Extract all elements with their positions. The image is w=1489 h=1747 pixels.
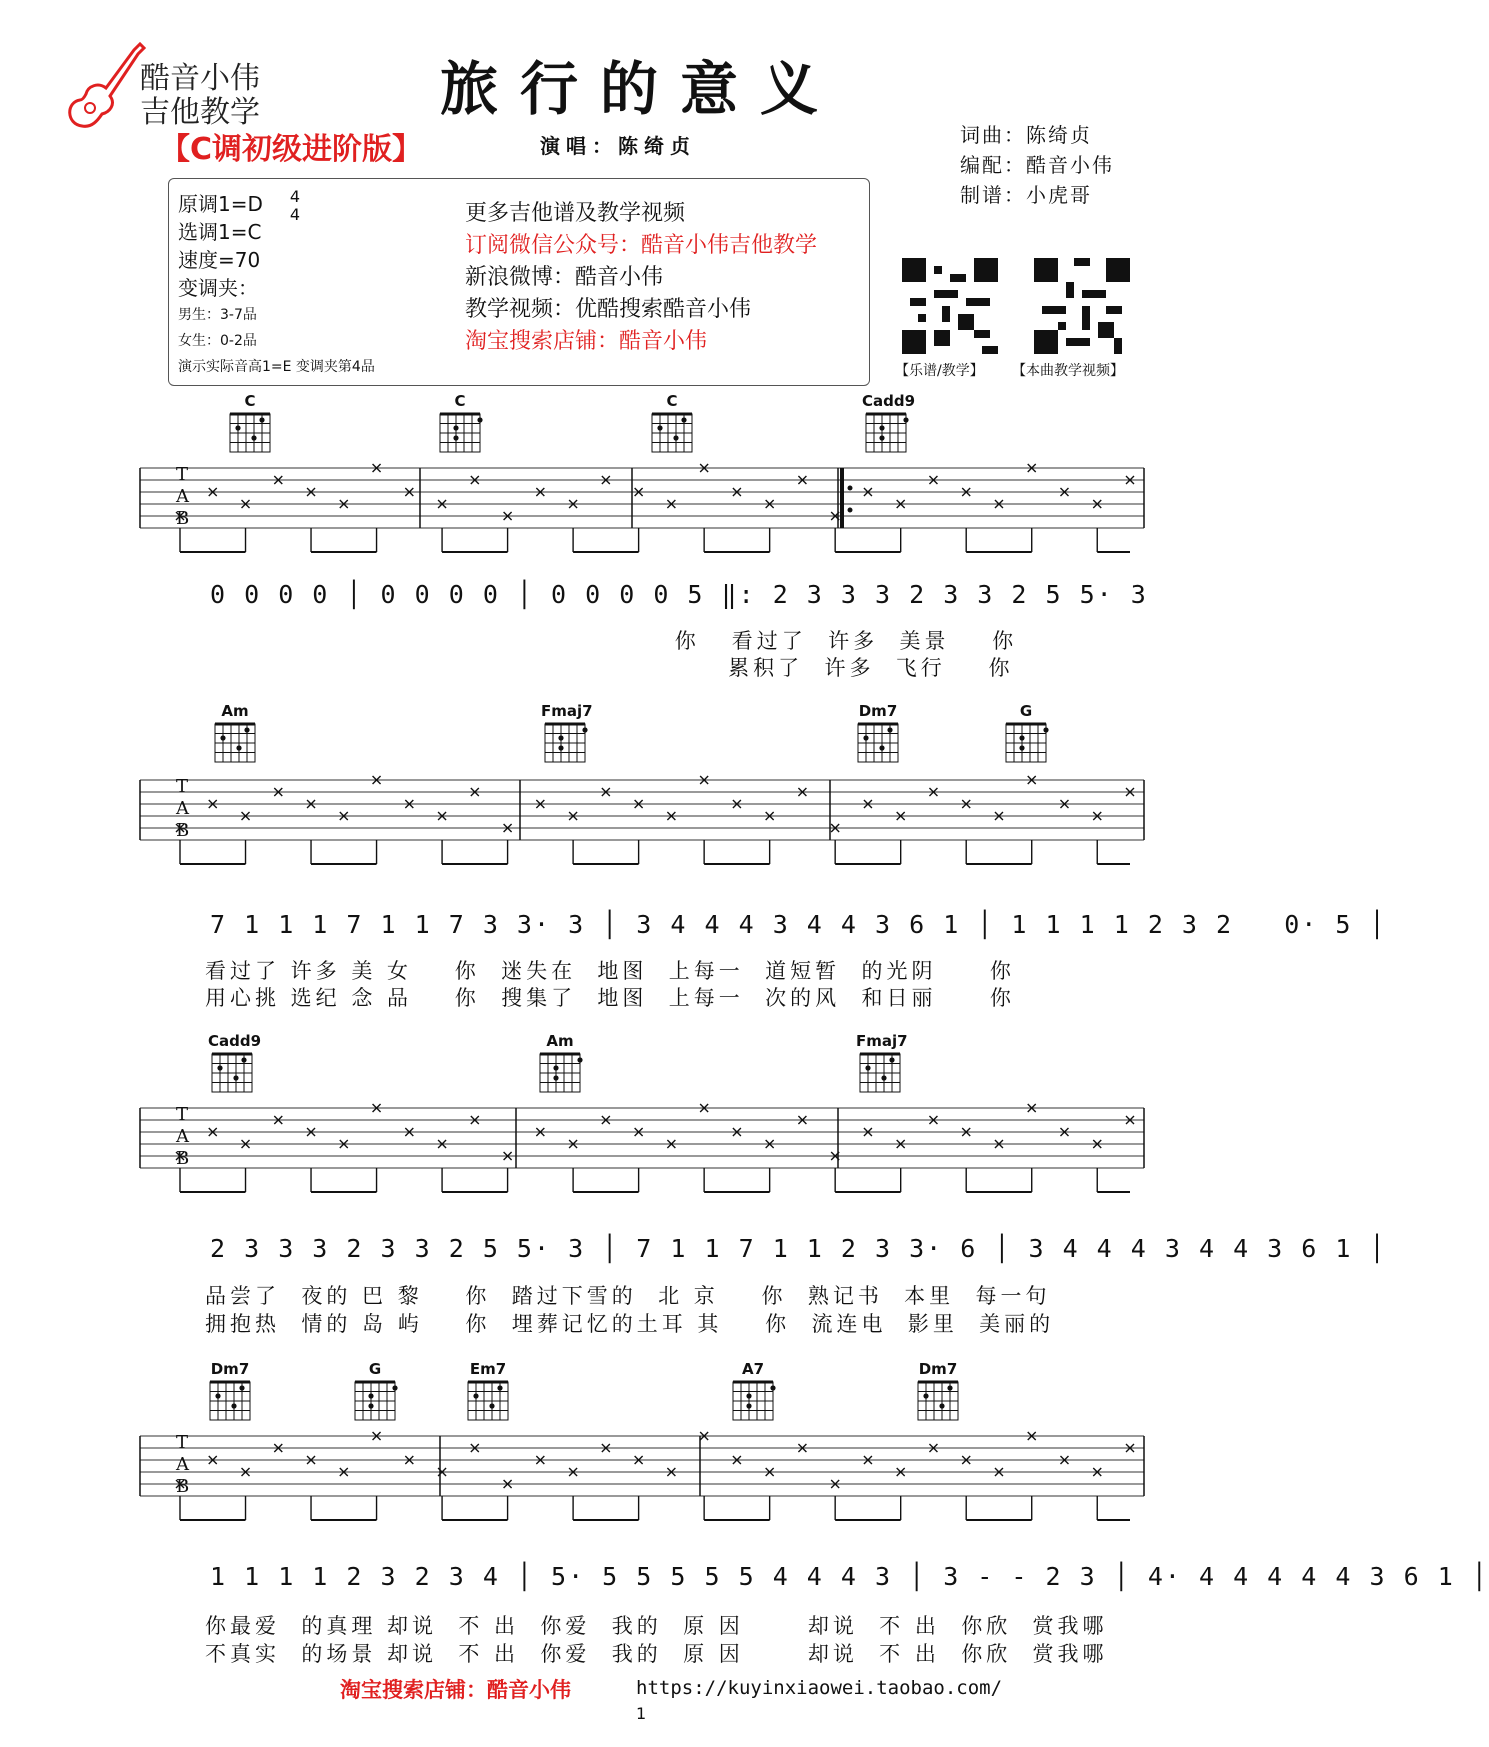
chord-name: Dm7 xyxy=(210,1360,250,1378)
tab-staff xyxy=(138,1430,1178,1530)
footer-url[interactable]: https://kuyinxiaowei.taobao.com/ xyxy=(636,1677,1003,1699)
chord-grid-icon xyxy=(464,1378,516,1424)
lyric-line: 不真实 的场景 却说 不 出 你爱 我的 原 因 却说 不 出 你欣 赏我哪 xyxy=(205,1642,1108,1666)
lyric-line: 看过了 许多 美 女 你 迷失在 地图 上每一 道短暂 的光阴 你 xyxy=(205,959,1015,983)
qr-code-icon xyxy=(902,258,998,354)
version-label: 【C调初级进阶版】 xyxy=(160,132,423,167)
chord-grid-icon xyxy=(351,1378,403,1424)
logo xyxy=(62,40,272,136)
chord-grid-icon xyxy=(1002,720,1054,766)
logo-line2: 吉他教学 xyxy=(140,95,260,130)
chord-name: G xyxy=(1019,702,1033,720)
chord-grid-icon xyxy=(208,1050,260,1096)
tab-clef: T A B xyxy=(176,1432,190,1497)
chord-name: Fmaj7 xyxy=(541,702,593,720)
chord-grid-icon xyxy=(211,720,263,766)
key-info xyxy=(178,187,375,380)
chord-name: Em7 xyxy=(469,1360,507,1378)
qr-caption-right: 【本曲教学视频】 xyxy=(1012,363,1124,379)
lyric-line: 用心挑 选纪 念 品 你 搜集了 地图 上每一 次的风 和日丽 你 xyxy=(205,986,1015,1010)
chord-diagram xyxy=(856,1032,908,1100)
capo-label: 变调夹： xyxy=(178,276,258,300)
promo-line1: 更多吉他谱及教学视频 xyxy=(465,201,686,226)
lyric-line: 你最爱 的真理 却说 不 出 你爱 我的 原 因 却说 不 出 你欣 赏我哪 xyxy=(205,1614,1108,1638)
jianpu-notes: 0 0 0 0 │ 0 0 0 0 │ 0 0 0 0 5 ‖: 2 3 3 3 2 3 3 2 5 5· 3 xyxy=(210,580,1148,609)
female-capo: 女生：0-2品 xyxy=(178,333,257,349)
singer: 演唱：陈绮贞 xyxy=(540,134,696,158)
chord-diagram xyxy=(536,1032,588,1100)
tab-clef: T A B xyxy=(176,1104,190,1169)
footer-shop: 淘宝搜索店铺：酷音小伟 xyxy=(340,1678,571,1702)
jianpu-notes: 2 3 3 3 2 3 3 2 5 5· 3 │ 7 1 1 7 1 1 2 3 3· 6 │ 3 4 4 4 3 4 4 3 6 1 │ xyxy=(210,1234,1387,1263)
original-key: 原调1=D xyxy=(178,192,263,216)
chord-name: Cadd9 xyxy=(208,1032,262,1050)
chord-name: Am xyxy=(221,702,249,720)
lyric-line: 拥抱热 情的 岛 屿 你 埋葬记忆的土耳 其 你 流连电 影里 美丽的 xyxy=(205,1312,1055,1336)
jianpu-notes: 7 1 1 1 7 1 1 7 3 3· 3 │ 3 4 4 4 3 4 4 3 6 1 │ 1 1 1 1 2 3 2 0· 5 │ xyxy=(210,910,1387,939)
chord-name: C xyxy=(454,392,466,410)
promo-line5: 淘宝搜索店铺：酷音小伟 xyxy=(465,329,708,354)
chord-diagram xyxy=(464,1360,516,1428)
jianpu-notes: 1 1 1 1 2 3 2 3 4 │ 5· 5 5 5 5 5 4 4 4 3 │ 3 - - 2 3 │ 4· 4 4 4 4 4 3 6 1 │ xyxy=(210,1562,1489,1591)
promo-block xyxy=(465,198,817,358)
tempo: 速度=70 xyxy=(178,248,261,272)
chord-grid-icon xyxy=(541,720,593,766)
tab-staff xyxy=(138,774,1178,874)
qr-caption-left: 【乐谱/教学】 xyxy=(895,363,984,379)
guitar-icon xyxy=(62,40,152,132)
chord-diagram xyxy=(729,1360,781,1428)
chord-grid-icon xyxy=(856,1050,908,1096)
tab-staff xyxy=(138,462,1178,562)
chord-name: Dm7 xyxy=(918,1360,958,1378)
tab-clef: T A B xyxy=(176,464,190,529)
demo-pitch: 演示实际音高1=E 变调夹第4品 xyxy=(178,359,375,375)
chord-diagram xyxy=(211,702,263,770)
chord-diagram xyxy=(208,1032,260,1100)
chord-grid-icon xyxy=(536,1050,588,1096)
chord-grid-icon xyxy=(648,410,700,456)
chord-grid-icon xyxy=(436,410,488,456)
selected-key: 选调1=C xyxy=(178,220,262,244)
chord-name: C xyxy=(244,392,256,410)
chord-name: A7 xyxy=(741,1360,765,1378)
chord-name: Fmaj7 xyxy=(856,1032,908,1050)
promo-line2: 订阅微信公众号：酷音小伟吉他教学 xyxy=(465,233,818,258)
chord-diagram xyxy=(226,392,278,460)
chord-diagram xyxy=(1002,702,1054,770)
chord-grid-icon xyxy=(914,1378,966,1424)
tab-clef: T A B xyxy=(176,776,190,841)
promo-line3: 新浪微博：酷音小伟 xyxy=(465,265,664,290)
page-title: 旅行的意义 xyxy=(440,55,841,123)
chord-diagram xyxy=(914,1360,966,1428)
chord-diagram xyxy=(648,392,700,460)
chord-diagram xyxy=(541,702,593,770)
qr-code-icon xyxy=(1034,258,1130,354)
chord-name: Am xyxy=(546,1032,574,1050)
credits xyxy=(960,120,1114,210)
chord-name: Dm7 xyxy=(858,702,898,720)
time-signature: 4 4 xyxy=(289,187,301,224)
chord-grid-icon xyxy=(862,410,914,456)
chord-name: C xyxy=(666,392,678,410)
logo-line1: 酷音小伟 xyxy=(140,61,260,96)
chord-diagram xyxy=(862,392,914,460)
chord-diagram xyxy=(351,1360,403,1428)
credit-transcriber: 制谱：小虎哥 xyxy=(960,183,1092,207)
promo-line4: 教学视频：优酷搜索酷音小伟 xyxy=(465,297,752,322)
chord-diagram xyxy=(436,392,488,460)
lyric-line: 累积了 许多 飞行 你 xyxy=(205,656,1014,680)
lyric-line: 你 看过了 许多 美景 你 xyxy=(205,629,1018,653)
chord-grid-icon xyxy=(206,1378,258,1424)
credit-lyrics-music: 词曲：陈绮贞 xyxy=(960,123,1092,147)
chord-name: Cadd9 xyxy=(862,392,916,410)
chord-name: G xyxy=(368,1360,382,1378)
chord-grid-icon xyxy=(729,1378,781,1424)
chord-diagram xyxy=(206,1360,258,1428)
page-number: 1 xyxy=(636,1704,647,1723)
tab-staff xyxy=(138,1102,1178,1202)
chord-grid-icon xyxy=(226,410,278,456)
lyric-line: 品尝了 夜的 巴 黎 你 踏过下雪的 北 京 你 熟记书 本里 每一句 xyxy=(205,1284,1051,1308)
chord-diagram xyxy=(854,702,906,770)
chord-grid-icon xyxy=(854,720,906,766)
male-capo: 男生：3-7品 xyxy=(178,307,257,323)
credit-arranger: 编配：酷音小伟 xyxy=(960,153,1114,177)
